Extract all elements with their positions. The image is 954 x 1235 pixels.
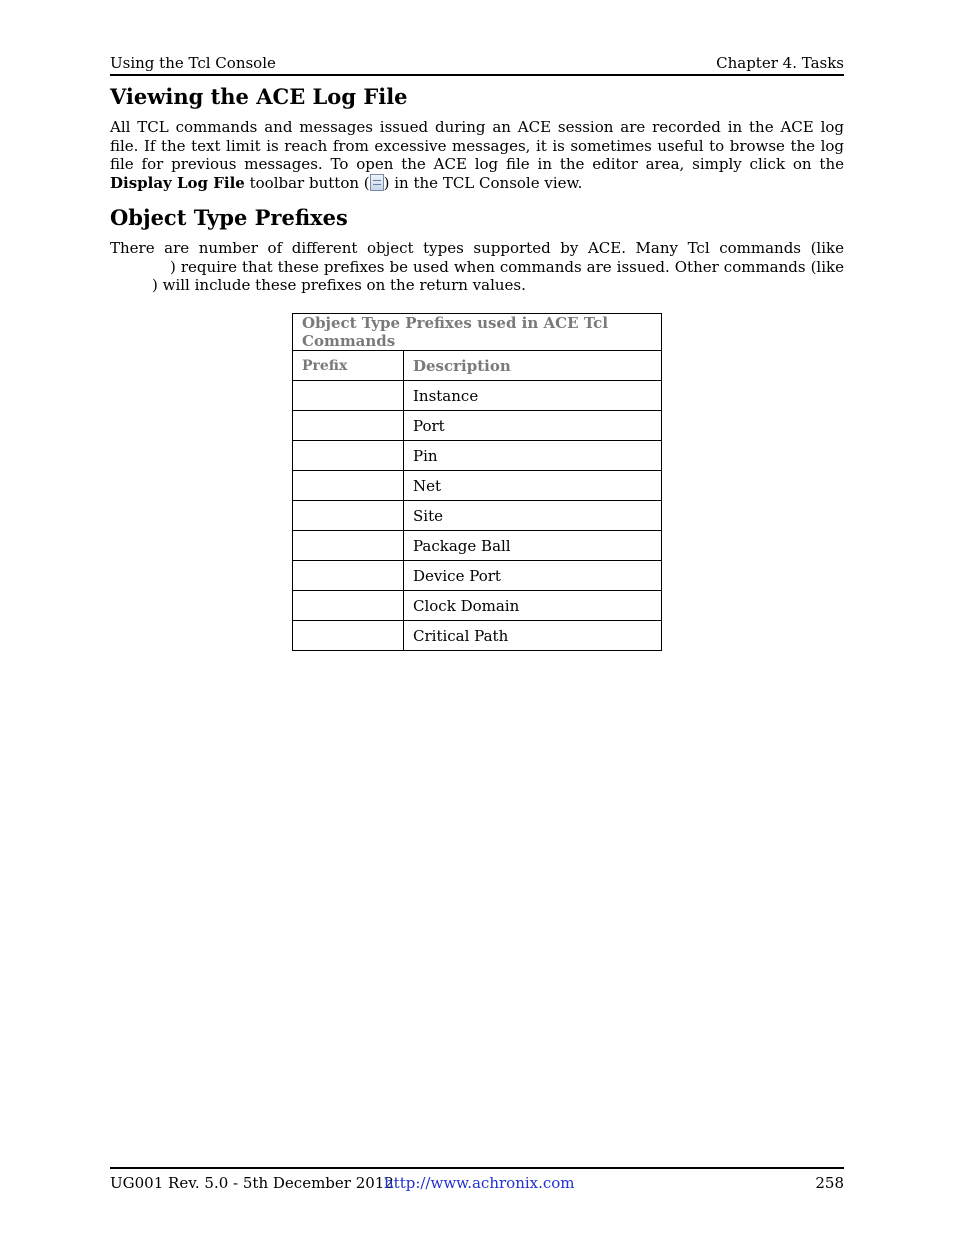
table-row	[293, 621, 662, 651]
para-text: toolbar button (	[244, 173, 370, 192]
prefix-cell	[293, 441, 404, 471]
table-row	[293, 561, 662, 591]
log-file-paragraph	[110, 118, 844, 192]
description-cell: Site	[404, 501, 662, 531]
para-text: ) require that these prefixes be used when commands are issued. Other commands (like	[170, 257, 844, 276]
description-cell: Port	[404, 411, 662, 441]
prefix-cell	[293, 471, 404, 501]
column-header-description: Description	[404, 351, 662, 381]
header-section-title: Using the Tcl Console	[110, 54, 276, 72]
footer-doc-id: UG001 Rev. 5.0 - 5th December 2012	[110, 1174, 394, 1192]
description-cell: Device Port	[404, 561, 662, 591]
table-row	[293, 411, 662, 441]
prefix-cell	[293, 621, 404, 651]
table-row	[293, 471, 662, 501]
para-text: There are number of different object types supported by ACE. Many Tcl commands (like	[110, 239, 844, 257]
table-row	[293, 381, 662, 411]
prefix-table	[292, 313, 662, 651]
description-cell: Pin	[404, 441, 662, 471]
prefixes-paragraph	[110, 239, 844, 295]
prefix-cell	[293, 561, 404, 591]
footer-link[interactable]: http://www.achronix.com	[384, 1174, 575, 1192]
prefix-cell	[293, 531, 404, 561]
log-file-icon	[370, 174, 384, 191]
column-header-prefix: Prefix	[293, 351, 404, 381]
display-log-file-label: Display Log File	[110, 173, 245, 192]
header-rule	[110, 74, 844, 76]
table-row	[293, 591, 662, 621]
description-cell: Critical Path	[404, 621, 662, 651]
para-text: All TCL commands and messages issued during an ACE session are recorded in the ACE log file. If the text limit is reach from excessive messages, it is sometimes useful to browse the log file for previous messages. To open the ACE log file in the editor area, simply click on the	[110, 118, 844, 174]
description-cell: Net	[404, 471, 662, 501]
para-text: ) in the TCL Console view.	[383, 173, 583, 192]
description-cell: Instance	[404, 381, 662, 411]
table-caption: Object Type Prefixes used in ACE Tcl Commands	[293, 314, 662, 351]
section-title-object-prefixes: Object Type Prefixes	[110, 205, 348, 230]
para-text: ) will include these prefixes on the return values.	[152, 276, 526, 295]
description-cell: Package Ball	[404, 531, 662, 561]
header-chapter: Chapter 4. Tasks	[716, 54, 844, 72]
footer-rule	[110, 1167, 844, 1169]
page-number: 258	[815, 1174, 844, 1192]
description-cell: Clock Domain	[404, 591, 662, 621]
table-row	[293, 441, 662, 471]
prefix-cell	[293, 501, 404, 531]
prefix-cell	[293, 411, 404, 441]
prefix-cell	[293, 381, 404, 411]
table-row	[293, 501, 662, 531]
table-row	[293, 531, 662, 561]
prefix-cell	[293, 591, 404, 621]
section-title-log-file: Viewing the ACE Log File	[110, 84, 408, 109]
